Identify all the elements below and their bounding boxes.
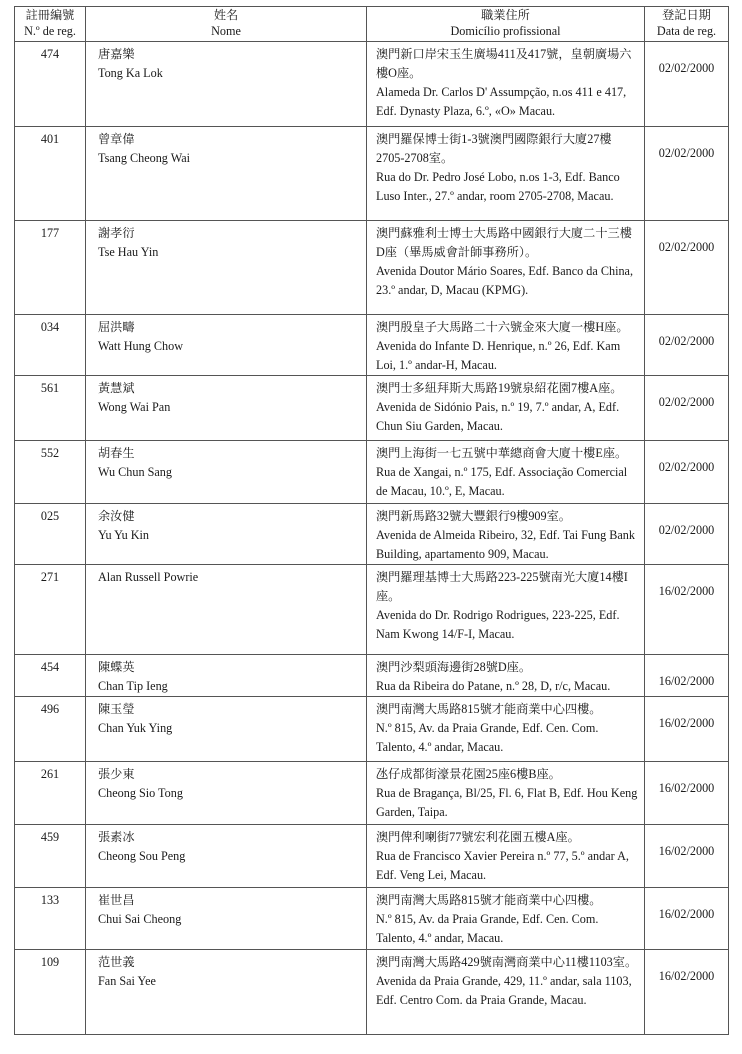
professional-address	[367, 376, 645, 441]
person-name	[86, 697, 367, 762]
address-chinese: 澳門新口岸宋玉生廣場411及417號，皇朝廣場六樓O座。	[376, 47, 632, 80]
reg-number: 133	[15, 888, 86, 950]
name-romanized: Chui Sai Cheong	[98, 912, 182, 926]
address-portuguese: Alameda Dr. Carlos D' Assumpção, n.os 411 e 417, Edf. Dynasty Plaza, 6.º, «O» Macau.	[376, 85, 627, 118]
address-portuguese: Avenida do Infante D. Henrique, n.º 26, Edf. Kam Loi, 1.º andar-H, Macau.	[376, 339, 621, 372]
address-chinese: 氹仔成都街濠景花園25座6樓B座。	[376, 767, 561, 781]
address-chinese: 澳門殷皇子大馬路二十六號金來大廈一樓H座。	[376, 320, 629, 334]
name-romanized: Cheong Sio Tong	[98, 786, 183, 800]
person-name	[86, 762, 367, 825]
name-romanized: Wu Chun Sang	[98, 465, 172, 479]
registration-date: 02/02/2000	[645, 221, 729, 315]
registry-table	[14, 6, 729, 1035]
registration-date: 02/02/2000	[645, 315, 729, 376]
name-chinese: 唐嘉樂	[98, 47, 135, 61]
address-portuguese: Avenida de Sidónio Pais, n.º 19, 7.º andar, A, Edf. Chun Siu Garden, Macau.	[376, 400, 620, 433]
person-name	[86, 888, 367, 950]
name-romanized: Fan Sai Yee	[98, 974, 156, 988]
professional-address	[367, 825, 645, 888]
person-name	[86, 127, 367, 221]
registration-date: 02/02/2000	[645, 376, 729, 441]
person-name	[86, 950, 367, 1035]
address-portuguese: N.º 815, Av. da Praia Grande, Edf. Cen. Com. Talento, 4.º andar, Macau.	[376, 721, 599, 754]
professional-address	[367, 315, 645, 376]
professional-address	[367, 565, 645, 655]
registration-date: 02/02/2000	[645, 42, 729, 127]
name-chinese: 張少東	[98, 767, 135, 781]
person-name	[86, 825, 367, 888]
reg-number: 459	[15, 825, 86, 888]
professional-address	[367, 221, 645, 315]
address-portuguese: Rua da Ribeira do Patane, n.º 28, D, r/c, Macau.	[376, 679, 611, 693]
registration-date: 16/02/2000	[645, 697, 729, 762]
name-chinese: 崔世昌	[98, 893, 135, 907]
name-chinese: 陳玉瑩	[98, 702, 135, 716]
header-row	[15, 7, 729, 42]
registration-date: 02/02/2000	[645, 127, 729, 221]
registration-date: 02/02/2000	[645, 504, 729, 565]
address-portuguese: Avenida da Praia Grande, 429, 11.º andar, sala 1103, Edf. Centro Com. da Praia Grande, Macau.	[376, 974, 632, 1007]
person-name	[86, 315, 367, 376]
name-romanized: Watt Hung Chow	[98, 339, 184, 353]
person-name	[86, 376, 367, 441]
reg-number: 401	[15, 127, 86, 221]
table-row	[15, 697, 729, 762]
professional-address	[367, 950, 645, 1035]
table-row	[15, 888, 729, 950]
registration-date: 16/02/2000	[645, 655, 729, 697]
reg-number: 177	[15, 221, 86, 315]
registration-date: 16/02/2000	[645, 825, 729, 888]
address-portuguese: Rua de Bragança, Bl/25, Fl. 6, Flat B, Edf. Hou Keng Garden, Taipa.	[376, 786, 638, 819]
reg-number: 261	[15, 762, 86, 825]
professional-address	[367, 441, 645, 504]
address-chinese: 澳門新馬路32號大豐銀行9樓909室。	[376, 509, 571, 523]
table-row	[15, 42, 729, 127]
table-row	[15, 565, 729, 655]
table-row	[15, 825, 729, 888]
reg-number: 552	[15, 441, 86, 504]
registration-date: 16/02/2000	[645, 888, 729, 950]
name-chinese: 黃慧斌	[98, 381, 135, 395]
professional-address	[367, 888, 645, 950]
reg-number: 271	[15, 565, 86, 655]
name-romanized: Yu Yu Kin	[98, 528, 150, 542]
table-row	[15, 376, 729, 441]
name-chinese: 張素冰	[98, 830, 135, 844]
reg-number: 561	[15, 376, 86, 441]
address-chinese: 澳門南灣大馬路815號才能商業中心四樓。	[376, 702, 602, 716]
address-portuguese: Avenida de Almeida Ribeiro, 32, Edf. Tai Fung Bank Building, apartamento 909, Macau.	[376, 528, 635, 561]
professional-address	[367, 655, 645, 697]
table-row	[15, 315, 729, 376]
address-portuguese: Rua de Xangai, n.º 175, Edf. Associação Comercial de Macau, 10.º, E, Macau.	[376, 465, 628, 498]
name-romanized: Wong Wai Pan	[98, 400, 171, 414]
address-portuguese: Rua do Dr. Pedro José Lobo, n.os 1-3, Edf. Banco Luso Inter., 27.º andar, room 2705-2708, Macau.	[376, 170, 620, 203]
address-chinese: 澳門南灣大馬路815號才能商業中心四樓。	[376, 893, 602, 907]
table-row	[15, 950, 729, 1035]
header-date: 登記日期 Data de reg.	[645, 7, 729, 42]
address-chinese: 澳門南灣大馬路429號南灣商業中心11樓1103室。	[376, 955, 638, 969]
registration-date: 16/02/2000	[645, 565, 729, 655]
professional-address	[367, 42, 645, 127]
person-name	[86, 655, 367, 697]
address-chinese: 澳門羅理基博士大馬路223-225號南光大廈14樓I座。	[376, 570, 628, 603]
reg-number: 109	[15, 950, 86, 1035]
person-name	[86, 441, 367, 504]
registration-date: 02/02/2000	[645, 441, 729, 504]
person-name	[86, 504, 367, 565]
address-chinese: 澳門蘇雅利士博士大馬路中國銀行大廈二十三樓D座（畢馬威會計師事務所）。	[376, 226, 632, 259]
reg-number: 025	[15, 504, 86, 565]
name-romanized: Chan Yuk Ying	[98, 721, 173, 735]
name-chinese: 胡春生	[98, 446, 135, 460]
address-portuguese: Rua de Francisco Xavier Pereira n.º 77, 5.º andar A, Edf. Veng Lei, Macau.	[376, 849, 629, 882]
name-chinese: 謝孝衍	[98, 226, 135, 240]
table-row	[15, 504, 729, 565]
header-reg-number: 註冊編號 N.º de reg.	[15, 7, 86, 42]
name-romanized: Chan Tip Ieng	[98, 679, 168, 693]
table-row	[15, 655, 729, 697]
name-chinese: 陳蝶英	[98, 660, 135, 674]
name-chinese: Alan Russell Powrie	[98, 570, 199, 584]
table-row	[15, 441, 729, 504]
address-portuguese: Avenida Doutor Mário Soares, Edf. Banco da China, 23.º andar, D, Macau (KPMG).	[376, 264, 634, 297]
person-name	[86, 221, 367, 315]
professional-address	[367, 127, 645, 221]
address-chinese: 澳門沙梨頭海邊街28號D座。	[376, 660, 532, 674]
address-portuguese: N.º 815, Av. da Praia Grande, Edf. Cen. Com. Talento, 4.º andar, Macau.	[376, 912, 599, 945]
registration-date: 16/02/2000	[645, 950, 729, 1035]
name-chinese: 屈洪疇	[98, 320, 135, 334]
name-romanized: Tse Hau Yin	[98, 245, 159, 259]
table-row	[15, 221, 729, 315]
address-portuguese: Avenida do Dr. Rodrigo Rodrigues, 223-225, Edf. Nam Kwong 14/F-I, Macau.	[376, 608, 620, 641]
address-chinese: 澳門俾利喇街77號宏利花園五樓A座。	[376, 830, 580, 844]
professional-address	[367, 504, 645, 565]
professional-address	[367, 762, 645, 825]
name-romanized: Tsang Cheong Wai	[98, 151, 191, 165]
address-chinese: 澳門上海街一七五號中華總商會大廈十樓E座。	[376, 446, 628, 460]
address-chinese: 澳門羅保博士街1-3號澳門國際銀行大廈27樓2705-2708室。	[376, 132, 612, 165]
registry-page	[14, 6, 728, 1035]
person-name	[86, 42, 367, 127]
name-chinese: 曾章偉	[98, 132, 135, 146]
header-name: 姓名 Nome	[86, 7, 367, 42]
registration-date: 16/02/2000	[645, 762, 729, 825]
name-chinese: 余汝健	[98, 509, 135, 523]
reg-number: 496	[15, 697, 86, 762]
reg-number: 034	[15, 315, 86, 376]
name-chinese: 范世義	[98, 955, 135, 969]
reg-number: 454	[15, 655, 86, 697]
table-row	[15, 127, 729, 221]
name-romanized: Cheong Sou Peng	[98, 849, 186, 863]
header-address: 職業住所 Domicílio profissional	[367, 7, 645, 42]
reg-number: 474	[15, 42, 86, 127]
table-row	[15, 762, 729, 825]
professional-address	[367, 697, 645, 762]
person-name	[86, 565, 367, 655]
name-romanized: Tong Ka Lok	[98, 66, 163, 80]
address-chinese: 澳門士多紐拜斯大馬路19號泉紹花園7樓A座。	[376, 381, 623, 395]
